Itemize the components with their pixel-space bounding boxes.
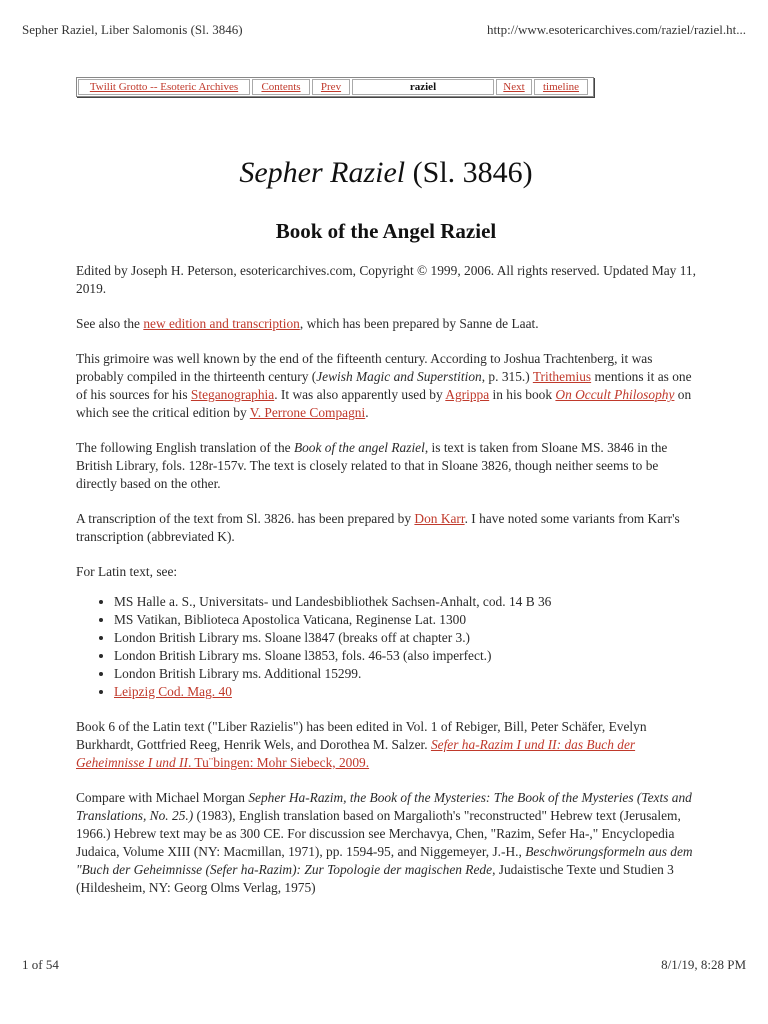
text: . I have noted some variants from Karr's transcription (abbreviated K). [76,511,680,544]
book-title: Beschwörungsformeln aus dem "Buch der Geheimnisse (Sefer ha-Razim): Zur Topologie der magischen Rede [76,844,693,877]
list-item: • London British Library ms. Sloane l3847 (breaks off at chapter 3.) [114,629,696,647]
text: , p. 315.) [481,369,533,384]
page-number: 1 of 54 [22,957,59,972]
text: Book 6 of the Latin text ("Liber Razielis") has been edited in Vol. 1 of Rebiger, Bill, Peter Schäfer, Evelyn Burkhardt, Gottfried Reeg, Henrik Wels, and Dorothea M. Salzer. [76,719,647,752]
history-paragraph [76,350,696,422]
see-also-paragraph [76,315,696,333]
text: Compare with Michael Morgan [76,790,249,805]
leipzig-link[interactable]: Leipzig Cod. Mag. 40 [114,684,232,699]
sefer-ha-razim-link-tail[interactable]: . Tu¨bingen: Mohr Siebeck, 2009. [187,755,370,770]
list-item: • London British Library ms. Sloane l3853, fols. 46-53 (also imperfect.) [114,647,696,665]
list-item [114,683,696,701]
trithemius-link[interactable]: Trithemius [532,369,592,384]
text: , which has been prepared by Sanne de Laat. [299,316,539,331]
list-item: • MS Vatikan, Biblioteca Apostolica Vaticana, Reginense Lat. 1300 [114,611,696,629]
perrone-compagni-link[interactable]: V. Perrone Compagni [249,405,366,420]
book-title: Jewish Magic and Superstition [316,369,482,384]
transcription-paragraph [76,510,696,546]
nav-current-cell [352,79,494,95]
print-header [22,22,746,40]
text: , is text is taken from Sloane MS. 3846 in the British Library, fols. 128r-157v. The text is closely related to that in Sloane 3826, though neither seems to be directly based on the other. [76,440,668,491]
list-item: • MS Halle a. S., Universitats- und Landesbibliothek Sachsen-Anhalt, cod. 14 B 36 [114,593,696,611]
list-item: • London British Library ms. Additional 15299. [114,665,696,683]
agrippa-link[interactable]: Agrippa [445,387,490,402]
text: This grimoire was well known by the end of the fifteenth century. According to Joshua Trachtenberg, it was probably compiled in the thirteenth century ( [76,351,653,384]
nav-timeline-link[interactable]: timeline [542,81,580,93]
page-title-header: Sepher Raziel, Liber Salomonis (Sl. 3846) [22,22,243,37]
new-edition-link[interactable]: new edition and transcription [143,316,300,331]
occult-philosophy-link[interactable]: On Occult Philosophy [555,387,675,402]
text: mentions it as one of his sources for his [76,369,692,402]
nav-current-page: raziel [409,81,437,93]
nav-prev-cell [312,79,350,95]
print-footer [22,957,746,975]
text: (1983), English translation based on Margalioth's "reconstructed" Hebrew text (Jerusalem, 1966.) Hebrew text may be as 300 CE. For discussion see Merchavya, Chen, "Razim, Sefer Ha-," Encyclopedia Judaica, Volume XIII (NY: Macmillan, 1971), pp. 1594-95, and Niggemeyer, J.-H., [76,808,681,859]
text: in his book [489,387,556,402]
navigation-bar [76,77,594,97]
text: . [365,405,369,420]
document-subtitle: Book of the Angel Raziel [275,219,497,243]
latin-text-intro: For Latin text, see: [76,564,178,579]
text: A transcription of the text from Sl. 3826. has been prepared by [76,511,415,526]
nav-next-link[interactable]: Next [503,81,525,93]
text: on which see the critical edition by [76,387,692,420]
title-italic: Sepher Raziel [239,156,406,189]
sefer-ha-razim-link[interactable]: Sefer ha-Razim I und II: das Buch der Geheimnisse I und II [76,737,636,770]
nav-contents-link[interactable]: Contents [261,81,301,93]
nav-timeline-cell [534,79,588,95]
nav-home-cell [78,79,250,95]
text: , Judaistische Texte und Studien 3 (Hildesheim, NY: Georg Olms Verlag, 1975) [76,862,674,895]
latin-edition-paragraph [76,718,696,772]
copyright-paragraph: Edited by Joseph H. Peterson, esotericarchives.com, Copyright © 1999, 2006. All rights reserved. Updated May 11, 2019. [76,263,696,296]
nav-prev-link[interactable]: Prev [320,81,342,93]
nav-home-link[interactable]: Twilit Grotto -- Esoteric Archives [89,81,239,93]
text: See also the [76,316,144,331]
book-title: Book of the angel Raziel [293,440,425,455]
document-title [76,148,696,198]
don-karr-link[interactable]: Don Karr [414,511,465,526]
page-url: http://www.esotericarchives.com/raziel/raziel.ht... [486,22,746,37]
nav-contents-cell [252,79,310,95]
text: . It was also apparently used by [274,387,446,402]
translation-paragraph [76,439,696,493]
manuscript-list [76,593,696,701]
steganographia-link[interactable]: Steganographia [190,387,275,402]
book-title: Sepher Ha-Razim, the Book of the Mysteries: The Book of the Mysteries (Texts and Translations, No. 25.) [76,790,692,823]
title-rest: (Sl. 3846) [405,156,533,189]
nav-next-cell [496,79,532,95]
print-datetime: 8/1/19, 8:28 PM [661,957,746,972]
document-body [76,148,696,914]
text: The following English translation of the [76,440,294,455]
compare-paragraph [76,789,696,897]
